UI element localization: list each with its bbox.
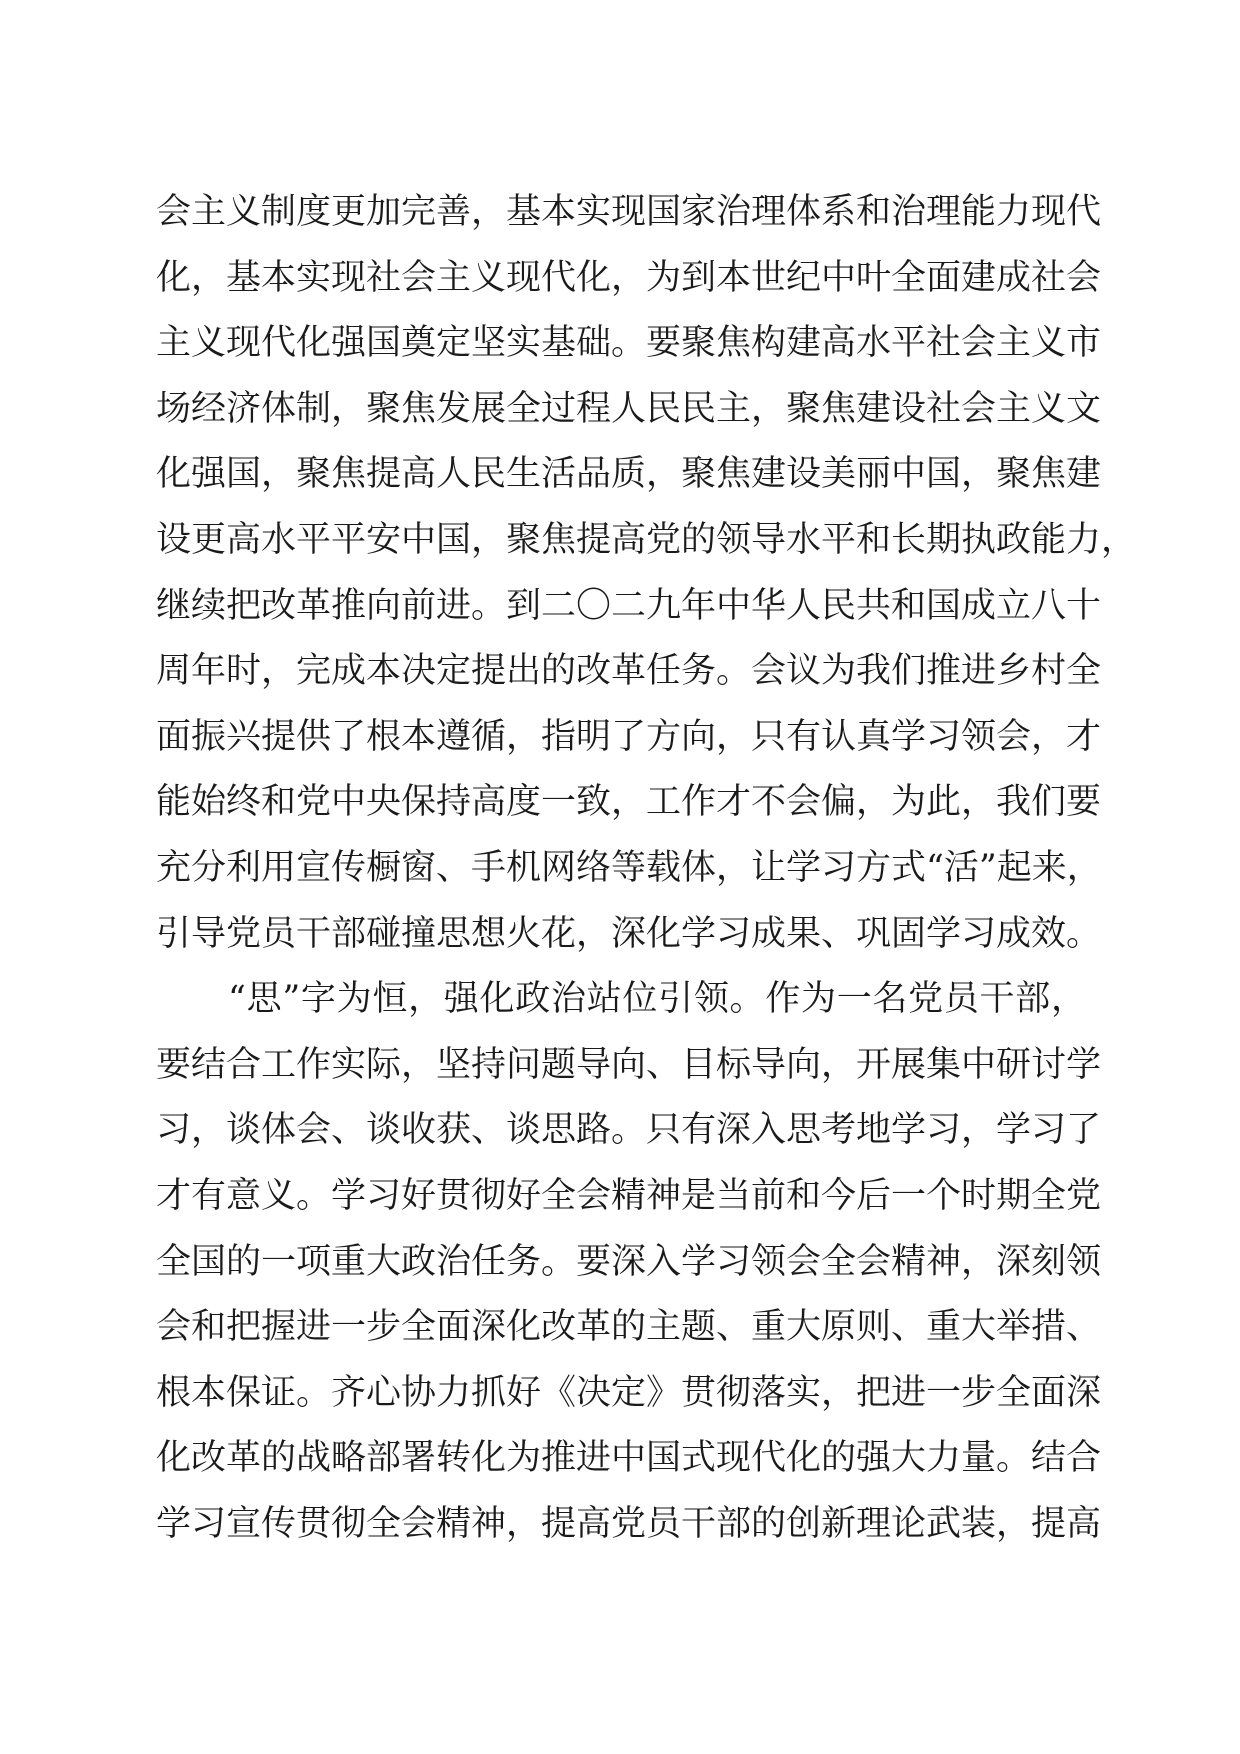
- text-line: 全国的一项重大政治任务。要深入学习领会全会精神，深刻领: [156, 1241, 1102, 1282]
- text-line: 主义现代化强国奠定坚实基础。要聚焦构建高水平社会主义市: [156, 323, 1102, 364]
- text-line: 会主义制度更加完善，基本实现国家治理体系和治理能力现代: [156, 192, 1102, 232]
- text-line: 充分利用宣传橱窗、手机网络等载体，让学习方式“活”起来，: [156, 847, 1102, 888]
- text-line: 根本保证。齐心协力抓好《决定》贯彻落实，把进一步全面深: [156, 1372, 1102, 1413]
- text-line: 要结合工作实际，坚持问题导向、目标导向，开展集中研讨学: [156, 1044, 1102, 1085]
- text-line: 设更高水平平安中国，聚焦提高党的领导水平和长期执政能力，: [156, 519, 1137, 560]
- text-line: 会和把握进一步全面深化改革的主题、重大原则、重大举措、: [156, 1307, 1102, 1348]
- text-line: 面振兴提供了根本遵循，指明了方向，只有认真学习领会，才: [156, 716, 1102, 757]
- paragraph-end-line: 引导党员干部碰撞思想火花，深化学习成果、巩固学习成效。: [156, 913, 1102, 954]
- text-line: 能始终和党中央保持高度一致，工作才不会偏，为此，我们要: [156, 782, 1102, 823]
- paragraph-start-line: “思”字为恒，强化政治站位引领。作为一名党员干部，: [228, 979, 1086, 1020]
- text-line: 化改革的战略部署转化为推进中国式现代化的强大力量。结合: [156, 1438, 1102, 1479]
- text-line: 周年时，完成本决定提出的改革任务。会议为我们推进乡村全: [156, 651, 1102, 692]
- text-line: 场经济体制，聚焦发展全过程人民民主，聚焦建设社会主义文: [156, 388, 1102, 429]
- text-line: 化强国，聚焦提高人民生活品质，聚焦建设美丽中国，聚焦建: [156, 454, 1102, 495]
- text-line: 学习宣传贯彻全会精神，提高党员干部的创新理论武装，提高: [156, 1503, 1102, 1544]
- text-line: 习，谈体会、谈收获、谈思路。只有深入思考地学习，学习了: [156, 1110, 1102, 1151]
- text-line: 才有意义。学习好贯彻好全会精神是当前和今后一个时期全党: [156, 1175, 1102, 1216]
- text-line: 继续把改革推向前进。到二〇二九年中华人民共和国成立八十: [156, 585, 1102, 626]
- body-text: [156, 180, 1137, 1557]
- text-line: 化，基本实现社会主义现代化，为到本世纪中叶全面建成社会: [156, 257, 1102, 298]
